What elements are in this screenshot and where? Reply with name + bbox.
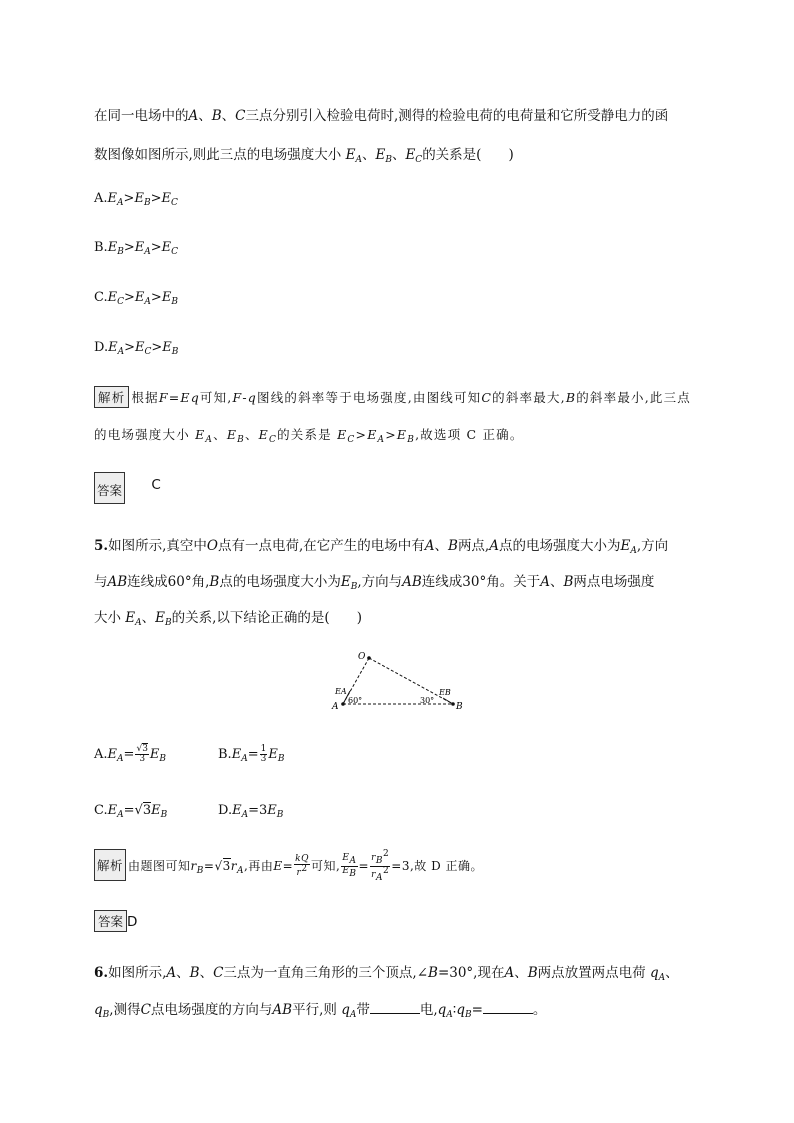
q5-stem-line2: 与AB连线成60°角,B点的电场强度大小为$E_B$,方向与AB连线成30°角。关于A、B两点电场强度 <box>94 574 655 592</box>
analysis-tag: 解析 <box>94 386 129 408</box>
q4-answer-row <box>94 472 161 504</box>
label-a: A <box>332 702 339 712</box>
q5-analysis: 解析 由题图可知$r_B=√3r_A$,再由E= $\frac{kQ}{r^2}$ 可知, $\frac{E_A}{E_B}$ = $\frac{r_B^2}{r_A^2}$ =3,故 D 正确。 <box>94 849 483 883</box>
q5-answer-row <box>94 910 137 932</box>
blank-charge-sign[interactable] <box>370 1001 420 1014</box>
q5-figure <box>325 645 475 717</box>
blank-charge-ratio[interactable] <box>483 1001 533 1014</box>
point-o <box>367 656 371 660</box>
q4-option-b: $B.E_B>E_A>E_C$ <box>94 240 179 257</box>
label-b: B <box>456 702 463 712</box>
q5-answer: D <box>127 914 138 930</box>
q5-option-d: $D.E_A=3E_B$ <box>218 803 284 820</box>
q6-stem-line1: 6.如图所示,A、B、C三点为一直角三角形的三个顶点,∠B=30°,现在A、B两点放置两点电荷 $q_A$、 <box>94 965 679 983</box>
q5-stem-line3: 大小 $E_A$、$E_B$的关系,以下结论正确的是( ) <box>94 610 362 628</box>
q4-analysis-line2: 的电场强度大小 $E_A$、$E_B$、$E_C$的关系是 $E_C>E_A>E_B$,故选项 C 正确。 <box>94 427 524 445</box>
point-a <box>341 702 345 706</box>
answer-tag: 答案 <box>94 472 125 504</box>
label-ea: EA <box>335 687 347 696</box>
q6-number: 6. <box>94 965 109 981</box>
angle-b: 30° <box>420 696 435 705</box>
label-eb: EB <box>439 688 451 697</box>
q5-number: 5. <box>94 538 109 554</box>
q5-option-c: $C.E_A=√3E_B$ <box>94 803 168 820</box>
q4-answer: C <box>151 477 161 493</box>
q5-stem-line1: 5.如图所示,真空中O点有一点电荷,在它产生的电场中有A、B两点,A点的电场强度大小为$E_A$,方向 <box>94 538 669 556</box>
q4-stem-line1: 在同一电场中的A、B、C三点分别引入检验电荷时,测得的检验电荷的电荷量和它所受静电力的函 <box>94 108 669 124</box>
q6-stem-line2: $q_B$,测得C点电场强度的方向与AB平行,则 $q_A$带 电$,q_A∶q_B=$ 。 <box>94 1002 547 1020</box>
angle-a: 60° <box>348 696 363 705</box>
q4-option-d: $D.E_A>E_C>E_B$ <box>94 340 179 357</box>
q4-option-a: $A.E_A>E_B>E_C$ <box>94 191 178 208</box>
label-o: O <box>358 652 366 662</box>
answer-tag: 答案 <box>94 910 127 932</box>
q4-option-c: $C.E_C>E_A>E_B$ <box>94 290 178 307</box>
q4-analysis-line1: 解析 根据F=Eq可知,F-q图线的斜率等于电场强度,由图线可知C的斜率最大,B的斜率最小,此三点 <box>94 386 691 408</box>
point-b <box>451 702 455 706</box>
analysis-tag: 解析 <box>94 849 126 881</box>
segment-ob <box>369 658 453 704</box>
q4-stem-line2: 数图像如图所示,则此三点的电场强度大小 $E_A$、$E_B$、$E_C$的关系是( ) <box>94 147 514 165</box>
q5-option-b: $B.E_A=$ $\frac{1}{3}$ $E_B$ <box>218 744 285 764</box>
q5-option-a: $A.E_A=$ $\frac{√3}{3}$ $E_B$ <box>94 744 167 764</box>
